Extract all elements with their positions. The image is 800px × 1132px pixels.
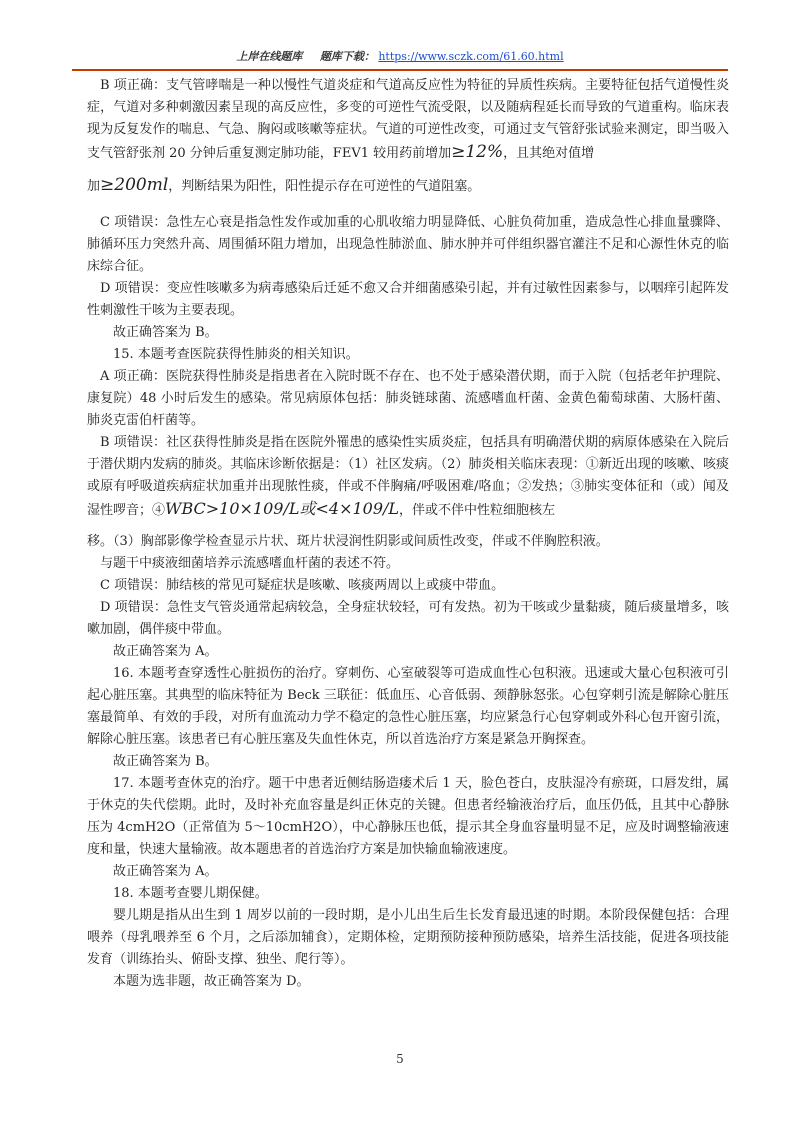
formula-fev1-increase: ≥12% bbox=[451, 142, 504, 162]
answer-line: 故正确答案为 A。 bbox=[113, 644, 218, 659]
answer-line: 故正确答案为 A。 bbox=[113, 864, 218, 879]
header-rule bbox=[72, 69, 728, 71]
paragraph-option-d-wrong: D 项错误：变应性咳嗽多为病毒感染后迁延不愈又合并细菌感染引起，并有过敏性因素参与，以咽痒引起阵发性刺激性干咳为主要表现。 bbox=[87, 281, 729, 318]
paragraph-infant-care: 婴儿期是指从出生到 1 周岁以前的一段时期，是小儿出生后生长发育最迅速的时期。本阶段保健包括：合理喂养（母乳喂养至 6 个月，之后添加辅食），定期体检，定期预防接种预防感染，培养生活技能，促进各项技能发育（训练抬头、俯卧支撑、独坐、爬行等）。 bbox=[87, 908, 729, 967]
page-body bbox=[87, 75, 729, 993]
answer-line: 故正确答案为 B。 bbox=[113, 325, 218, 340]
paragraph-option-b-continued: 加≥200ml，判断结果为阳性，阳性提示存在可逆性的气道阻塞。 bbox=[87, 175, 481, 195]
page-number: 5 bbox=[396, 1052, 404, 1066]
question-explanation-16: 16. 本题考查穿透性心脏损伤的治疗。穿刺伤、心室破裂等可造成血性心包积液。迅速或大量心包积液可引起心脏压塞。其典型的临床特征为 Beck 三联征：低血压、心音低弱、颈静脉怒张。心包穿刺引流是解除心脏压塞最简单、有效的手段，对所有血流动力学不稳定的急性心脏压塞，均应紧急行心包穿刺或外科心包开窗引流，解除心脏压塞。该患者已有心脏压塞及失血性休克，所以首选治疗方案是紧急开胸探查。 bbox=[87, 666, 729, 747]
formula-absolute-increase: ≥200ml bbox=[100, 175, 169, 195]
question-explanation-17: 17. 本题考查休克的治疗。题干中患者近侧结肠造瘘术后 1 天，脸色苍白，皮肤湿冷有瘀斑，口唇发绀，属于休克的失代偿期。此时，及时补充血容量是纠正休克的关键。但患者经输液治疗后，血压仍低，且其中心静脉压为 4cmH2O（正常值为 5～10cmH2O），中心静脉压也低，提示其全身血容量明显不足，应及时调整输液速度和量，快速大量输液。故本题患者的首选治疗方案是加快输血输液速度。 bbox=[87, 776, 729, 857]
answer-line: 故正确答案为 B。 bbox=[113, 754, 218, 769]
page-header bbox=[72, 49, 728, 65]
paragraph-option-b-wrong-continued: 移。（3）胸部影像学检查显示片状、斑片状浸润性阴影或间质性改变，伴或不伴胸腔积液。 bbox=[87, 534, 609, 549]
paragraph-option-b-correct: B 项正确：支气管哮喘是一种以慢性气道炎症和气道高反应性为特征的异质性疾病。主要特征包括气道慢性炎症，气道对多种刺激因素呈现的高反应性，多变的可逆性气流受限，以及随病程延长而导致的气道重构。临床表现为反复发作的喘息、气急、胸闷或咳嗽等症状。气道的可逆性改变，可通过支气管舒张试验来测定，即当吸入支气管舒张剂 20 分钟后重复测定肺功能，FEV1 较用药前增加≥12%，且其绝对值增 bbox=[87, 78, 729, 162]
paragraph-option-a-correct: A 项正确：医院获得性肺炎是指患者在入院时既不存在、也不处于感染潜伏期，而于入院（包括老年护理院、康复院）48 小时后发生的感染。常见病原体包括：肺炎链球菌、流感嗜血杆菌、金黄色葡萄球菌、大肠杆菌、肺炎克雷伯杆菌等。 bbox=[87, 369, 729, 428]
answer-line: 本题为选非题，故正确答案为 D。 bbox=[113, 974, 310, 989]
question-heading-18: 18. 本题考查婴儿期保健。 bbox=[113, 886, 268, 901]
paragraph-option-c-wrong-2: C 项错误：肺结核的常见可疑症状是咳嗽、咳痰两周以上或痰中带血。 bbox=[100, 578, 505, 593]
paragraph-option-c-wrong: C 项错误：急性左心衰是指急性发作或加重的心肌收缩力明显降低、心脏负荷加重，造成急性心排血量骤降、肺循环压力突然升高、周围循环阻力增加，出现急性肺淤血、肺水肿并可伴组织器官灌注不足和心源性休克的临床综合征。 bbox=[87, 215, 729, 274]
formula-wbc: WBC>10×109/L或<4×109/L bbox=[165, 499, 400, 518]
question-heading-15: 15. 本题考查医院获得性肺炎的相关知识。 bbox=[113, 347, 359, 362]
download-label: 题库下载： bbox=[319, 50, 375, 63]
paragraph-option-d-wrong-2: D 项错误：急性支气管炎通常起病较急，全身症状较轻，可有发热。初为干咳或少量黏痰，随后痰量增多，咳嗽加剧，偶伴痰中带血。 bbox=[87, 600, 729, 637]
paragraph-mismatch-note: 与题干中痰液细菌培养示流感嗜血杆菌的表述不符。 bbox=[100, 556, 400, 571]
paragraph-option-b-wrong: B 项错误：社区获得性肺炎是指在医院外罹患的感染性实质炎症，包括具有明确潜伏期的病原体感染在入院后于潜伏期内发病的肺炎。其临床诊断依据是：（1）社区发病。（2）肺炎相关临床表现：①新近出现的咳嗽、咳痰或原有呼吸道疾病症状加重并出现脓性痰，伴或不伴胸痛/呼吸困难/咯血；②发热；③肺实变体征和（或）闻及湿性啰音；④WBC>10×109/L或<4×109/L，伴或不伴中性粒细胞核左 bbox=[87, 435, 729, 518]
download-link[interactable]: https://www.sczk.com/61.60.html bbox=[378, 50, 564, 63]
brand-name: 上岸在线题库 bbox=[236, 50, 303, 63]
